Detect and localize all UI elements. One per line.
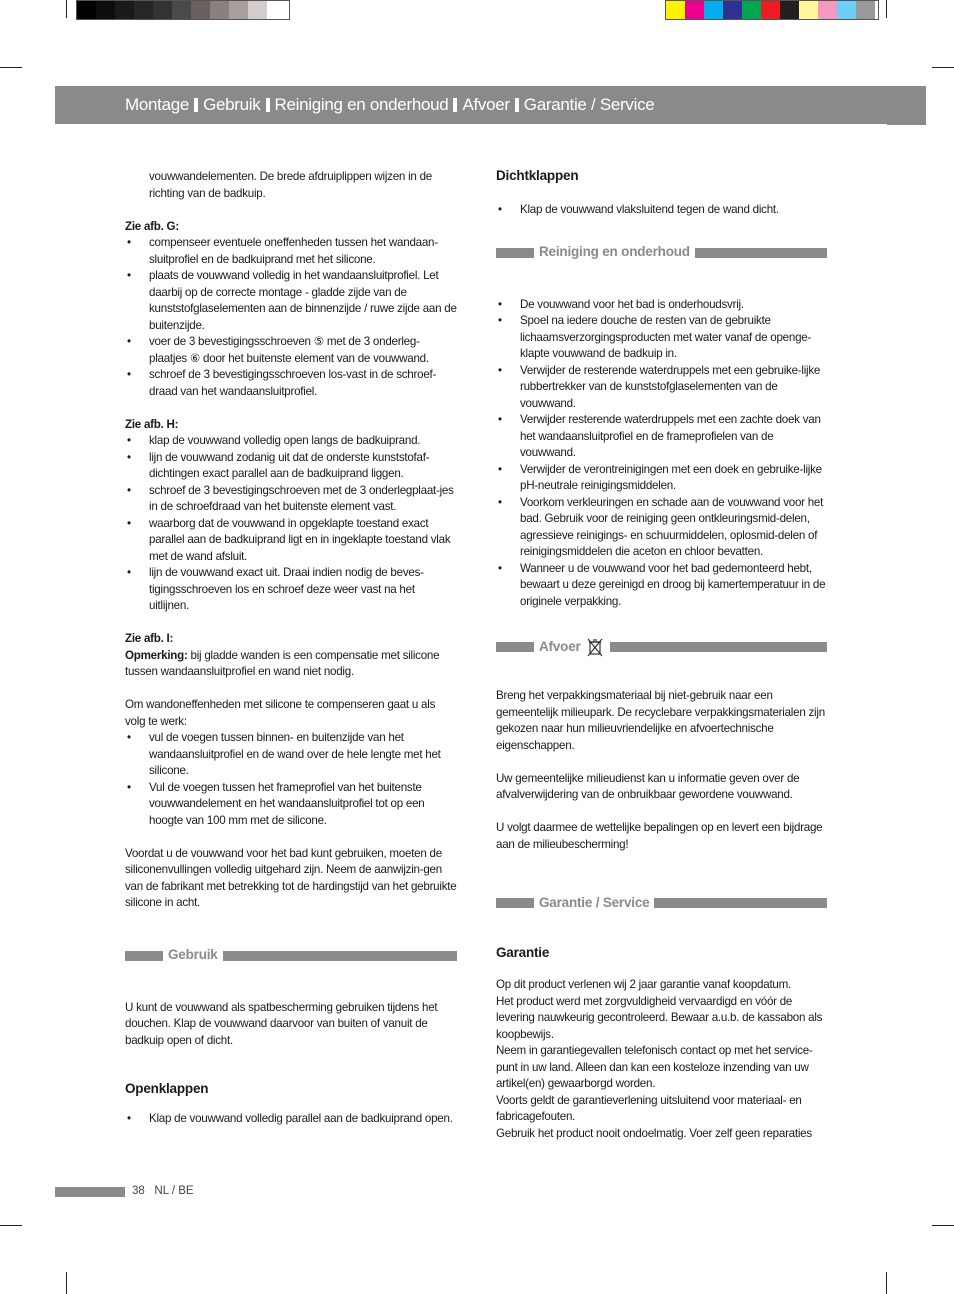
crop-mark xyxy=(886,0,887,18)
crop-mark xyxy=(66,0,67,18)
list-item: • waarborg dat de vouwwand in opgeklapte toestand exact parallel aan de badkuiprand ligt en in ingeklapte toestand vlak met de wand afsluit. xyxy=(125,516,457,566)
list-item: • Spoel na iedere douche de resten van de gebruikte lichaamsverzorgingsproducten met water vanaf de openge-klapte vouwwand de badkuip in. xyxy=(496,313,827,363)
crop-mark xyxy=(932,67,954,68)
header-item-montage: Montage xyxy=(125,95,190,114)
silicone-intro: Om wandoneffenheden met silicone te compenseren gaat u als volg te werk: xyxy=(125,698,436,728)
calibration-swatch xyxy=(229,1,248,19)
grayscale-calibration-bar xyxy=(76,0,290,20)
figure-h-list xyxy=(125,433,457,615)
list-item: • lijn de vouwwand exact uit. Draai indien nodig de beves-tigingsschroeven los en schroef deze weer vast na het uitlijnen. xyxy=(125,565,457,615)
list-item: • Klap de vouwwand vlaksluitend tegen de wand dicht. xyxy=(496,202,827,219)
calibration-swatch xyxy=(723,1,742,19)
header-separator xyxy=(515,98,519,112)
crossed-out-bin-icon xyxy=(586,637,604,657)
list-item: • plaats de vouwwand volledig in het wandaansluitprofiel. Let daarbij op de correcte montage - gladde zijde van de kunststofglaselementen aan de binnenzijde / ruwe zijde aan de buitenzijde. xyxy=(125,268,457,334)
figure-h-title: Zie afb. H: xyxy=(125,417,179,431)
list-item: • Verwijder de resterende waterdruppels met een gebruike-lijke rubbertrekker van de kunststofglaselementen van de vouwwand. xyxy=(496,363,827,413)
header-item-garantie: Garantie / Service xyxy=(523,95,655,114)
calibration-swatch xyxy=(837,1,856,19)
header-separator xyxy=(194,98,198,112)
garantie-line: Neem in garantiegevallen telefonisch contact op met het service-punt in uw land. Alleen dan kan een kosteloze inzending van uw artikel(en) gewaarborgd worden. xyxy=(496,1044,813,1090)
calibration-swatch xyxy=(780,1,799,19)
garantie-line: Voorts geldt de garantieverlening uitsluitend voor materiaal- en fabricagefouten. xyxy=(496,1093,802,1123)
header-separator xyxy=(266,98,270,112)
section-heading-garantie-service xyxy=(496,893,827,913)
section-title: Afvoer xyxy=(539,638,581,654)
afvoer-paragraph-2: Uw gemeentelijke milieudienst kan u informatie geven over de afvalverwijdering van de onbruikbaar gewordene vouwwand. xyxy=(496,771,800,801)
section-heading-afvoer xyxy=(496,637,827,657)
calibration-swatch xyxy=(685,1,704,19)
openklappen-list xyxy=(125,1111,457,1128)
locale-label: NL / BE xyxy=(154,1185,194,1197)
crop-mark xyxy=(886,1272,887,1294)
calibration-swatch xyxy=(77,1,96,19)
calibration-swatch xyxy=(704,1,723,19)
openklappen-heading: Openklappen xyxy=(125,1081,209,1096)
note-label: Opmerking: xyxy=(125,648,188,662)
list-item: • Verwijder resterende waterdruppels met een zachte doek van het wandaansluitprofiel en de frameprofielen van de vouwwand. xyxy=(496,412,827,462)
header-separator xyxy=(453,98,457,112)
list-item: • Voorkom verkleuringen en schade aan de vouwwand voor het bad. Gebruik voor de reiniging geen ontkleuringsmid-delen, agressieve reinigings- en schuurmiddelen, oplosmid-delen of reinigingsmiddelen die aceton en chloor bevatten. xyxy=(496,495,827,561)
calibration-swatch xyxy=(115,1,134,19)
color-calibration-bar xyxy=(665,0,879,20)
list-item: • schroef de 3 bevestigingschroeven met de 3 onderlegplaat-jes in de schroefdraad van het buitenste element vast. xyxy=(125,483,457,516)
right-column xyxy=(496,166,827,1142)
header-tab-marker xyxy=(887,86,926,125)
section-heading-reiniging xyxy=(496,243,827,263)
left-column xyxy=(125,169,457,1128)
crop-mark xyxy=(932,1225,954,1226)
list-item: • schroef de 3 bevestigingsschroeven los-vast in de schroef-draad van het wandaansluitprofiel. xyxy=(125,367,457,400)
afvoer-paragraph-1: Breng het verpakkingsmateriaal bij niet-gebruik naar een gemeentelijk milieupark. De recyclebare verpakkingsmaterialen zijn gekozen naar hun milieuvriendelijke en afvoertechnische eigenschappen. xyxy=(496,689,825,752)
calibration-swatch xyxy=(134,1,153,19)
calibration-swatch xyxy=(172,1,191,19)
calibration-swatch xyxy=(742,1,761,19)
section-title: Reiniging en onderhoud xyxy=(539,244,690,260)
note-text: bij gladde wanden is een compensatie met silicone tussen wandaansluitprofiel en wand niet nodig. xyxy=(125,648,440,678)
list-item: • Vul de voegen tussen het frameprofiel van het buitenste vouwwandelement en het wandaansluitprofiel tot op een hoogte van 100 mm met de silicone. xyxy=(125,780,457,830)
calibration-swatch xyxy=(153,1,172,19)
figure-g-list xyxy=(125,235,457,400)
header-item-afvoer: Afvoer xyxy=(462,95,510,114)
page-number: 38 xyxy=(132,1185,145,1197)
intro-paragraph: vouwwandelementen. De brede afdruiplippen wijzen in de richting van de badkuip. xyxy=(149,170,432,200)
garantie-line: Gebruik het product nooit ondoelmatig. Voer zelf geen reparaties xyxy=(496,1126,812,1140)
list-item: • lijn de vouwwand zodanig uit dat de onderste kunststofaf-dichtingen exact parallel aan de badkuiprand liggen. xyxy=(125,450,457,483)
section-navigation-header xyxy=(55,86,887,124)
list-item: • voer de 3 bevestigingsschroeven ⑤ met de 3 onderleg-plaatjes ⑥ door het buitenste element van de vouwwand. xyxy=(125,334,457,367)
calibration-swatch xyxy=(666,1,685,19)
list-item: • klap de vouwwand volledig open langs de badkuiprand. xyxy=(125,433,457,450)
header-item-gebruik: Gebruik xyxy=(203,95,261,114)
dichtklappen-heading: Dichtklappen xyxy=(496,168,579,183)
footer-bar xyxy=(55,1187,125,1197)
list-item: • Wanneer u de vouwwand voor het bad gedemonteerd hebt, bewaart u deze gereinigd en droog bij kamertemperatuur in de originele verpakking. xyxy=(496,561,827,611)
list-item: • vul de voegen tussen binnen- en buitenzijde van het wandaansluitprofiel en de wand over de hele lengte met het silicone. xyxy=(125,730,457,780)
calibration-swatch xyxy=(761,1,780,19)
section-title: Garantie / Service xyxy=(539,894,650,910)
garantie-line: Het product werd met zorgvuldigheid vervaardigd en vóór de levering nauwkeurig gecontroleerd. Bewaar a.u.b. de kassabon als koopbewijs. xyxy=(496,994,823,1041)
crop-mark xyxy=(0,67,22,68)
dichtklappen-list xyxy=(496,202,827,219)
section-heading-gebruik xyxy=(125,946,457,966)
crop-mark xyxy=(0,1225,22,1226)
crop-mark xyxy=(66,1272,67,1294)
calibration-swatch xyxy=(267,1,286,19)
figure-g-title: Zie afb. G: xyxy=(125,219,179,233)
calibration-swatch xyxy=(248,1,267,19)
garantie-line: Op dit product verlenen wij 2 jaar garantie vanaf koopdatum. xyxy=(496,978,791,991)
list-item: • compenseer eventuele oneffenheden tussen het wandaan-sluitprofiel en de badkuiprand met het silicone. xyxy=(125,235,457,268)
calibration-swatch xyxy=(96,1,115,19)
garantie-heading: Garantie xyxy=(496,945,550,960)
calibration-swatch xyxy=(818,1,837,19)
silicone-list xyxy=(125,730,457,829)
list-item: • De vouwwand voor het bad is onderhoudsvrij. xyxy=(496,297,827,314)
calibration-swatch xyxy=(799,1,818,19)
before-use-paragraph: Voordat u de vouwwand voor het bad kunt gebruiken, moeten de siliconenvullingen volledig uitgehard zijn. Neem de aanwijzin-gen van de fabrikant met betrekking tot de hardingstijd van het gebruikte silicone in acht. xyxy=(125,846,457,909)
page-footer xyxy=(132,1185,194,1197)
list-item: • Klap de vouwwand volledig parallel aan de badkuiprand open. xyxy=(125,1111,457,1128)
list-item: • Verwijder de verontreinigingen met een doek en gebruike-lijke pH-neutrale reinigingsmiddelen. xyxy=(496,462,827,495)
header-item-reiniging: Reiniging en onderhoud xyxy=(274,95,449,114)
figure-i-title: Zie afb. I: xyxy=(125,632,174,645)
reiniging-list xyxy=(496,297,827,611)
calibration-swatch xyxy=(191,1,210,19)
gebruik-paragraph: U kunt de vouwwand als spatbescherming gebruiken tijdens het douchen. Klap de vouwwand daarvoor van buiten of vanuit de badkuip open of dicht. xyxy=(125,1000,438,1047)
calibration-swatch xyxy=(210,1,229,19)
section-title: Gebruik xyxy=(168,947,218,963)
afvoer-paragraph-3: U volgt daarmee de wettelijke bepalingen op en levert een bijdrage aan de milieubescherming! xyxy=(496,821,823,851)
note-paragraph xyxy=(125,648,457,681)
calibration-swatch xyxy=(856,1,875,19)
